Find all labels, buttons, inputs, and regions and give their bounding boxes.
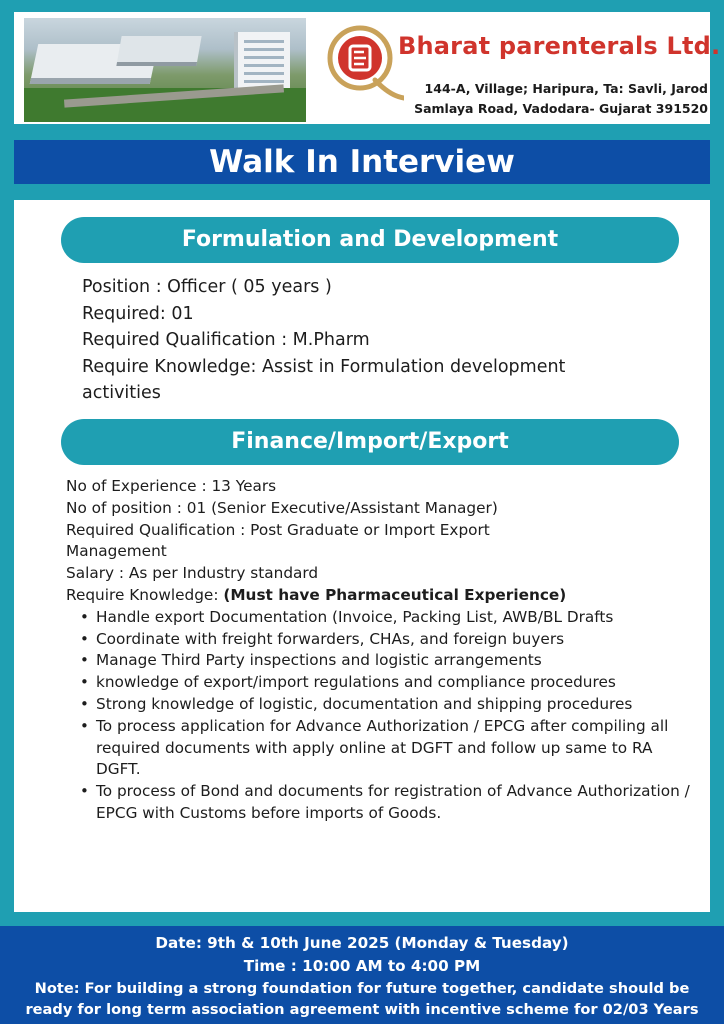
factory-photo xyxy=(24,18,306,122)
knowledge-emphasis: (Must have Pharmaceutical Experience) xyxy=(223,585,567,604)
content-panel xyxy=(14,200,710,912)
company-name: Bharat parenterals Ltd. xyxy=(398,32,721,60)
page-title: Walk In Interview xyxy=(14,140,710,184)
detail-line: Position : Officer ( 05 years ) xyxy=(82,277,332,297)
detail-line: activities xyxy=(82,383,161,403)
note-line-2: ready for long term association agreement with incentive scheme for 02/03 Years xyxy=(25,1001,699,1018)
list-item: • To process of Bond and documents for registration of Advance Authorization / EPCG with Customs before imports of Goods. xyxy=(80,781,698,825)
company-logo-icon xyxy=(320,18,404,102)
list-item: • Strong knowledge of logistic, documentation and shipping procedures xyxy=(80,694,698,716)
company-address xyxy=(402,79,708,119)
knowledge-label: Require Knowledge: xyxy=(66,585,224,604)
footer xyxy=(0,926,724,1024)
list-item: • To process application for Advance Authorization / EPCG after compiling all required documents with apply online at DGFT and follow up same to RA DGFT. xyxy=(80,716,698,781)
header xyxy=(14,12,721,124)
detail-line: Required Qualification : M.Pharm xyxy=(82,330,370,350)
list-item: • Manage Third Party inspections and logistic arrangements xyxy=(80,650,698,672)
list-item: • Handle export Documentation (Invoice, Packing List, AWB/BL Drafts xyxy=(80,607,698,629)
knowledge-list xyxy=(80,607,698,825)
interview-date: Date: 9th & 10th June 2025 (Monday & Tuesday) xyxy=(155,934,569,952)
interview-time: Time : 10:00 AM to 4:00 PM xyxy=(243,957,481,975)
list-item: • Coordinate with freight forwarders, CHAs, and foreign buyers xyxy=(80,629,698,651)
note-line-1: Note: For building a strong foundation for future together, candidate should be xyxy=(34,980,690,997)
section-heading-formulation: Formulation and Development xyxy=(61,217,679,263)
detail-line: Required Qualification : Post Graduate or Import Export xyxy=(66,520,490,539)
detail-line: No of Experience : 13 Years xyxy=(66,477,277,495)
address-line-2: Samlaya Road, Vadodara- Gujarat 391520 xyxy=(414,101,708,116)
detail-line: Management xyxy=(66,542,167,561)
detail-line: No of position : 01 (Senior Executive/Assistant Manager) xyxy=(66,498,498,517)
list-item: • knowledge of export/import regulations and compliance procedures xyxy=(80,672,698,694)
formulation-details xyxy=(82,274,682,407)
finance-details xyxy=(66,476,698,825)
detail-line: Salary : As per Industry standard xyxy=(66,564,319,583)
address-line-1: 144-A, Village; Haripura, Ta: Savli, Jarod xyxy=(424,81,708,96)
knowledge-line xyxy=(66,585,698,607)
section-heading-finance: Finance/Import/Export xyxy=(61,419,679,465)
detail-line: Required: 01 xyxy=(82,303,194,324)
detail-line: Require Knowledge: Assist in Formulation development xyxy=(82,356,566,377)
